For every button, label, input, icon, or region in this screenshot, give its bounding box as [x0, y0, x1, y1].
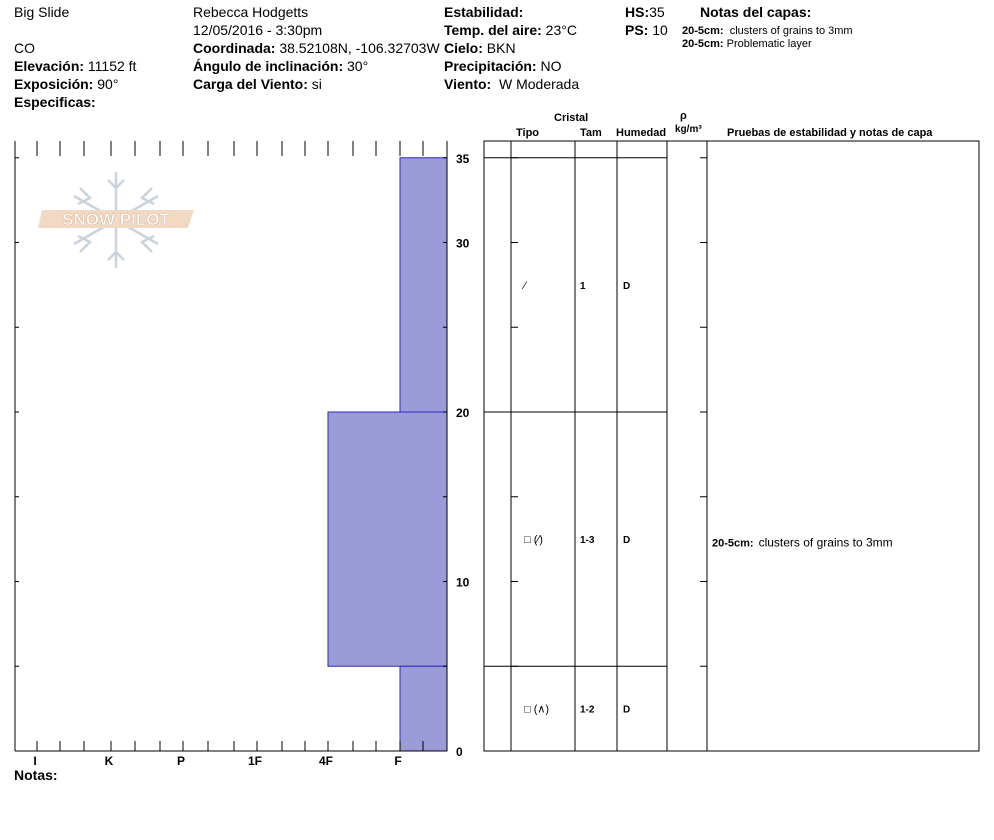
stability-label: Estabilidad: — [444, 4, 524, 20]
table-border — [484, 141, 979, 751]
slope-label: Ángulo de inclinación: — [193, 58, 344, 74]
aspect-label: Exposición: — [14, 76, 94, 92]
depth-tick-label: 10 — [456, 575, 470, 590]
sky-label: Cielo: — [444, 40, 483, 56]
hardness-tick-label: 4F — [318, 754, 334, 768]
layer-note-text: Problematic layer — [726, 38, 812, 50]
hardness-tick-label: K — [104, 754, 114, 768]
ps-label: PS: — [625, 22, 649, 38]
hardness-tick-label: 1F — [247, 754, 263, 768]
coord-value: 38.52108N, -106.32703W — [279, 40, 440, 56]
airtemp-label: Temp. del aire: — [444, 22, 542, 38]
aspect-value: 90° — [97, 76, 119, 92]
depth-tick-label: 30 — [456, 236, 470, 251]
test-note-depth: 20-5cm: — [712, 537, 754, 550]
hardness-tick-label: I — [33, 754, 37, 768]
hs-label: HS: — [625, 4, 650, 20]
sky-value: BKN — [486, 40, 516, 56]
layer-wetness: D — [623, 535, 631, 547]
col-cristal: Cristal — [554, 112, 589, 124]
layer-grain-size: 1-2 — [580, 704, 595, 716]
depth-tick-label: 35 — [456, 151, 470, 166]
layer-grain-type: □ (⁄) — [524, 534, 543, 547]
precip-label: Precipitación: — [444, 58, 537, 74]
test-note-text: clusters of grains to 3mm — [758, 535, 893, 550]
wind-label: Viento: — [444, 76, 492, 92]
depth-tick-label: 20 — [456, 406, 470, 420]
windload-value: si — [311, 76, 322, 92]
layer-notes-title: Notas del capas: — [700, 4, 812, 20]
hs-value: 35 — [649, 4, 665, 20]
layer-note-depth: 20-5cm: — [682, 25, 724, 37]
layer-note-text: clusters of grains to 3mm — [729, 25, 853, 37]
slope-value: 30° — [347, 58, 369, 74]
datetime: 12/05/2016 - 3:30pm — [193, 22, 323, 38]
hardness-tick-label: F — [394, 754, 402, 768]
depth-tick-label: 0 — [456, 745, 463, 759]
ps-value: 10 — [652, 22, 668, 38]
layer-grain-size: 1 — [580, 280, 586, 292]
notes-label: Notas: — [14, 767, 58, 783]
precip-value: NO — [540, 58, 562, 74]
test-note — [712, 536, 893, 550]
airtemp-value: 23°C — [545, 22, 577, 38]
col-tipo: Tipo — [516, 127, 540, 139]
col-tam: Tam — [580, 127, 602, 139]
layer-grain-size: 1-3 — [580, 535, 595, 547]
layer-wetness: D — [623, 704, 631, 716]
coord-label: Coordinada: — [193, 40, 276, 56]
col-humedad: Humedad — [616, 127, 667, 139]
elevation-label: Elevación: — [14, 58, 85, 74]
state: CO — [14, 40, 35, 56]
observer-name: Rebecca Hodgetts — [193, 4, 309, 20]
location-name: Big Slide — [14, 4, 70, 20]
windload-label: Carga del Viento: — [193, 76, 308, 92]
layer-grain-type: □ (∧) — [524, 703, 550, 716]
wind-value: W Moderada — [498, 76, 580, 92]
layer-wetness: D — [623, 280, 631, 292]
elevation-value: 11152 ft — [87, 58, 137, 74]
logo-text: SNOW PILOT — [62, 210, 170, 229]
layer-note-depth: 20-5cm: — [682, 38, 724, 50]
hardness-tick-label: P — [176, 754, 186, 768]
specifics-label: Especificas: — [14, 94, 96, 110]
col-tests: Pruebas de estabilidad y notas de capa — [727, 127, 933, 139]
layer-grain-type: ⁄ — [524, 279, 526, 292]
col-density-unit: kg/m³ — [675, 124, 702, 135]
col-rho: ρ — [680, 110, 687, 122]
